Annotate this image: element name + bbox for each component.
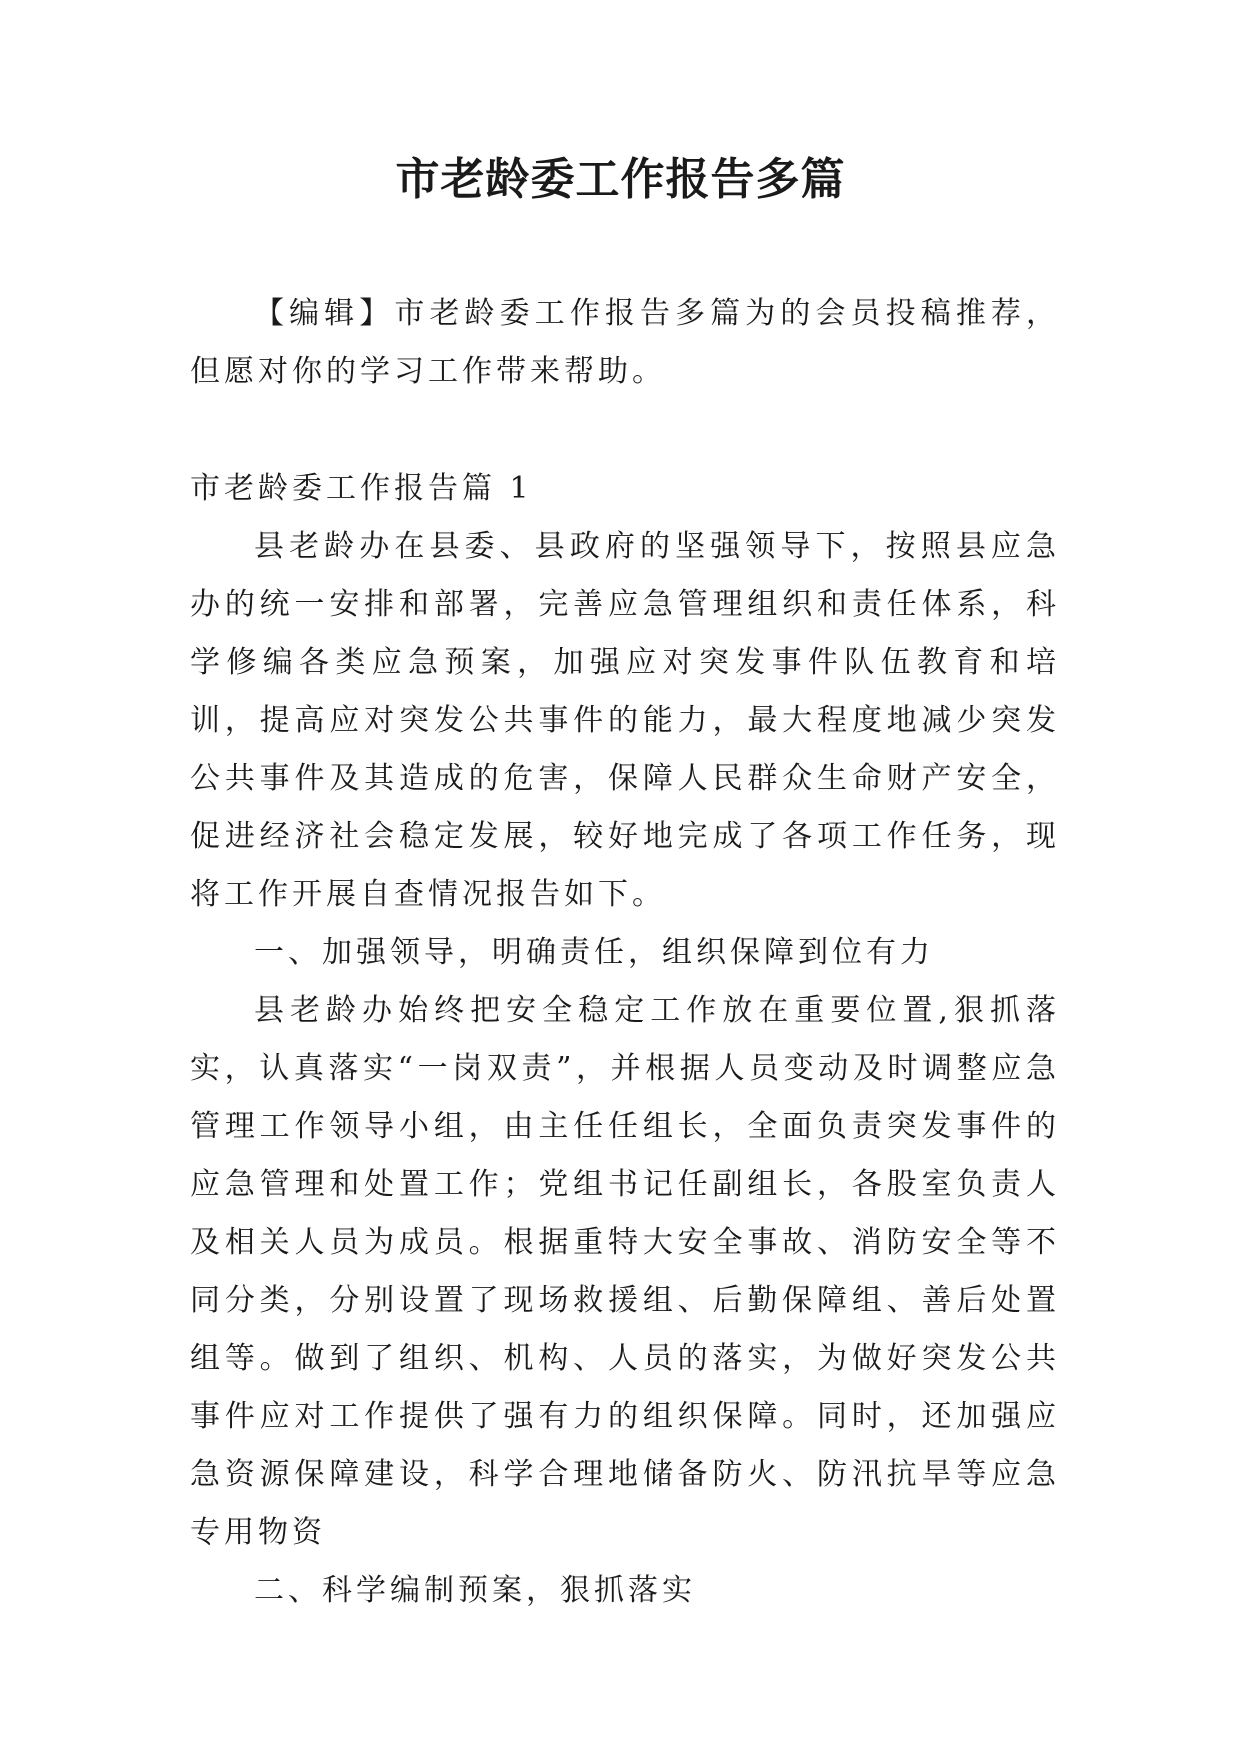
document-title: 市老龄委工作报告多篇 <box>395 154 846 205</box>
body-paragraph: 县老龄办在县委、县政府的坚强领导下，按照县应急办的统一安排和部署，完善应急管理组织和责任体系，科学修编各类应急预案，加强应对突发事件队伍教育和培训，提高应对突发公共事件的能力，最大程度地减少突发公共事件及其造成的危害，保障人民群众生命财产安全，促进经济社会稳定发展，较好地完成了各项工作任务，现将工作开展自查情况报告如下。 <box>190 529 1060 912</box>
intro-paragraph: 【编辑】市老龄委工作报告多篇为的会员投稿推荐，但愿对你的学习工作带来帮助。 <box>190 296 1060 389</box>
body-paragraph: 县老龄办始终把安全稳定工作放在重要位置,狠抓落实，认真落实“一岗双责”，并根据人员变动及时调整应急管理工作领导小组，由主任任组长，全面负责突发事件的应急管理和处置工作；党组书记任副组长，各股室负责人及相关人员为成员。根据重特大安全事故、消防安全等不同分类，分别设置了现场救援组、后勤保障组、善后处置组等。做到了组织、机构、人员的落实，为做好突发公共事件应对工作提供了强有力的组织保障。同时，还加强应急资源保障建设，科学合理地储备防火、防汛抗旱等应急专用物资 <box>190 993 1060 1550</box>
section-heading-1: 一、加强领导，明确责任，组织保障到位有力 <box>254 935 934 970</box>
document-body <box>190 460 1060 1620</box>
section-title: 市老龄委工作报告篇 1 <box>190 471 533 506</box>
section-heading-2: 二、科学编制预案，狠抓落实 <box>254 1573 696 1608</box>
